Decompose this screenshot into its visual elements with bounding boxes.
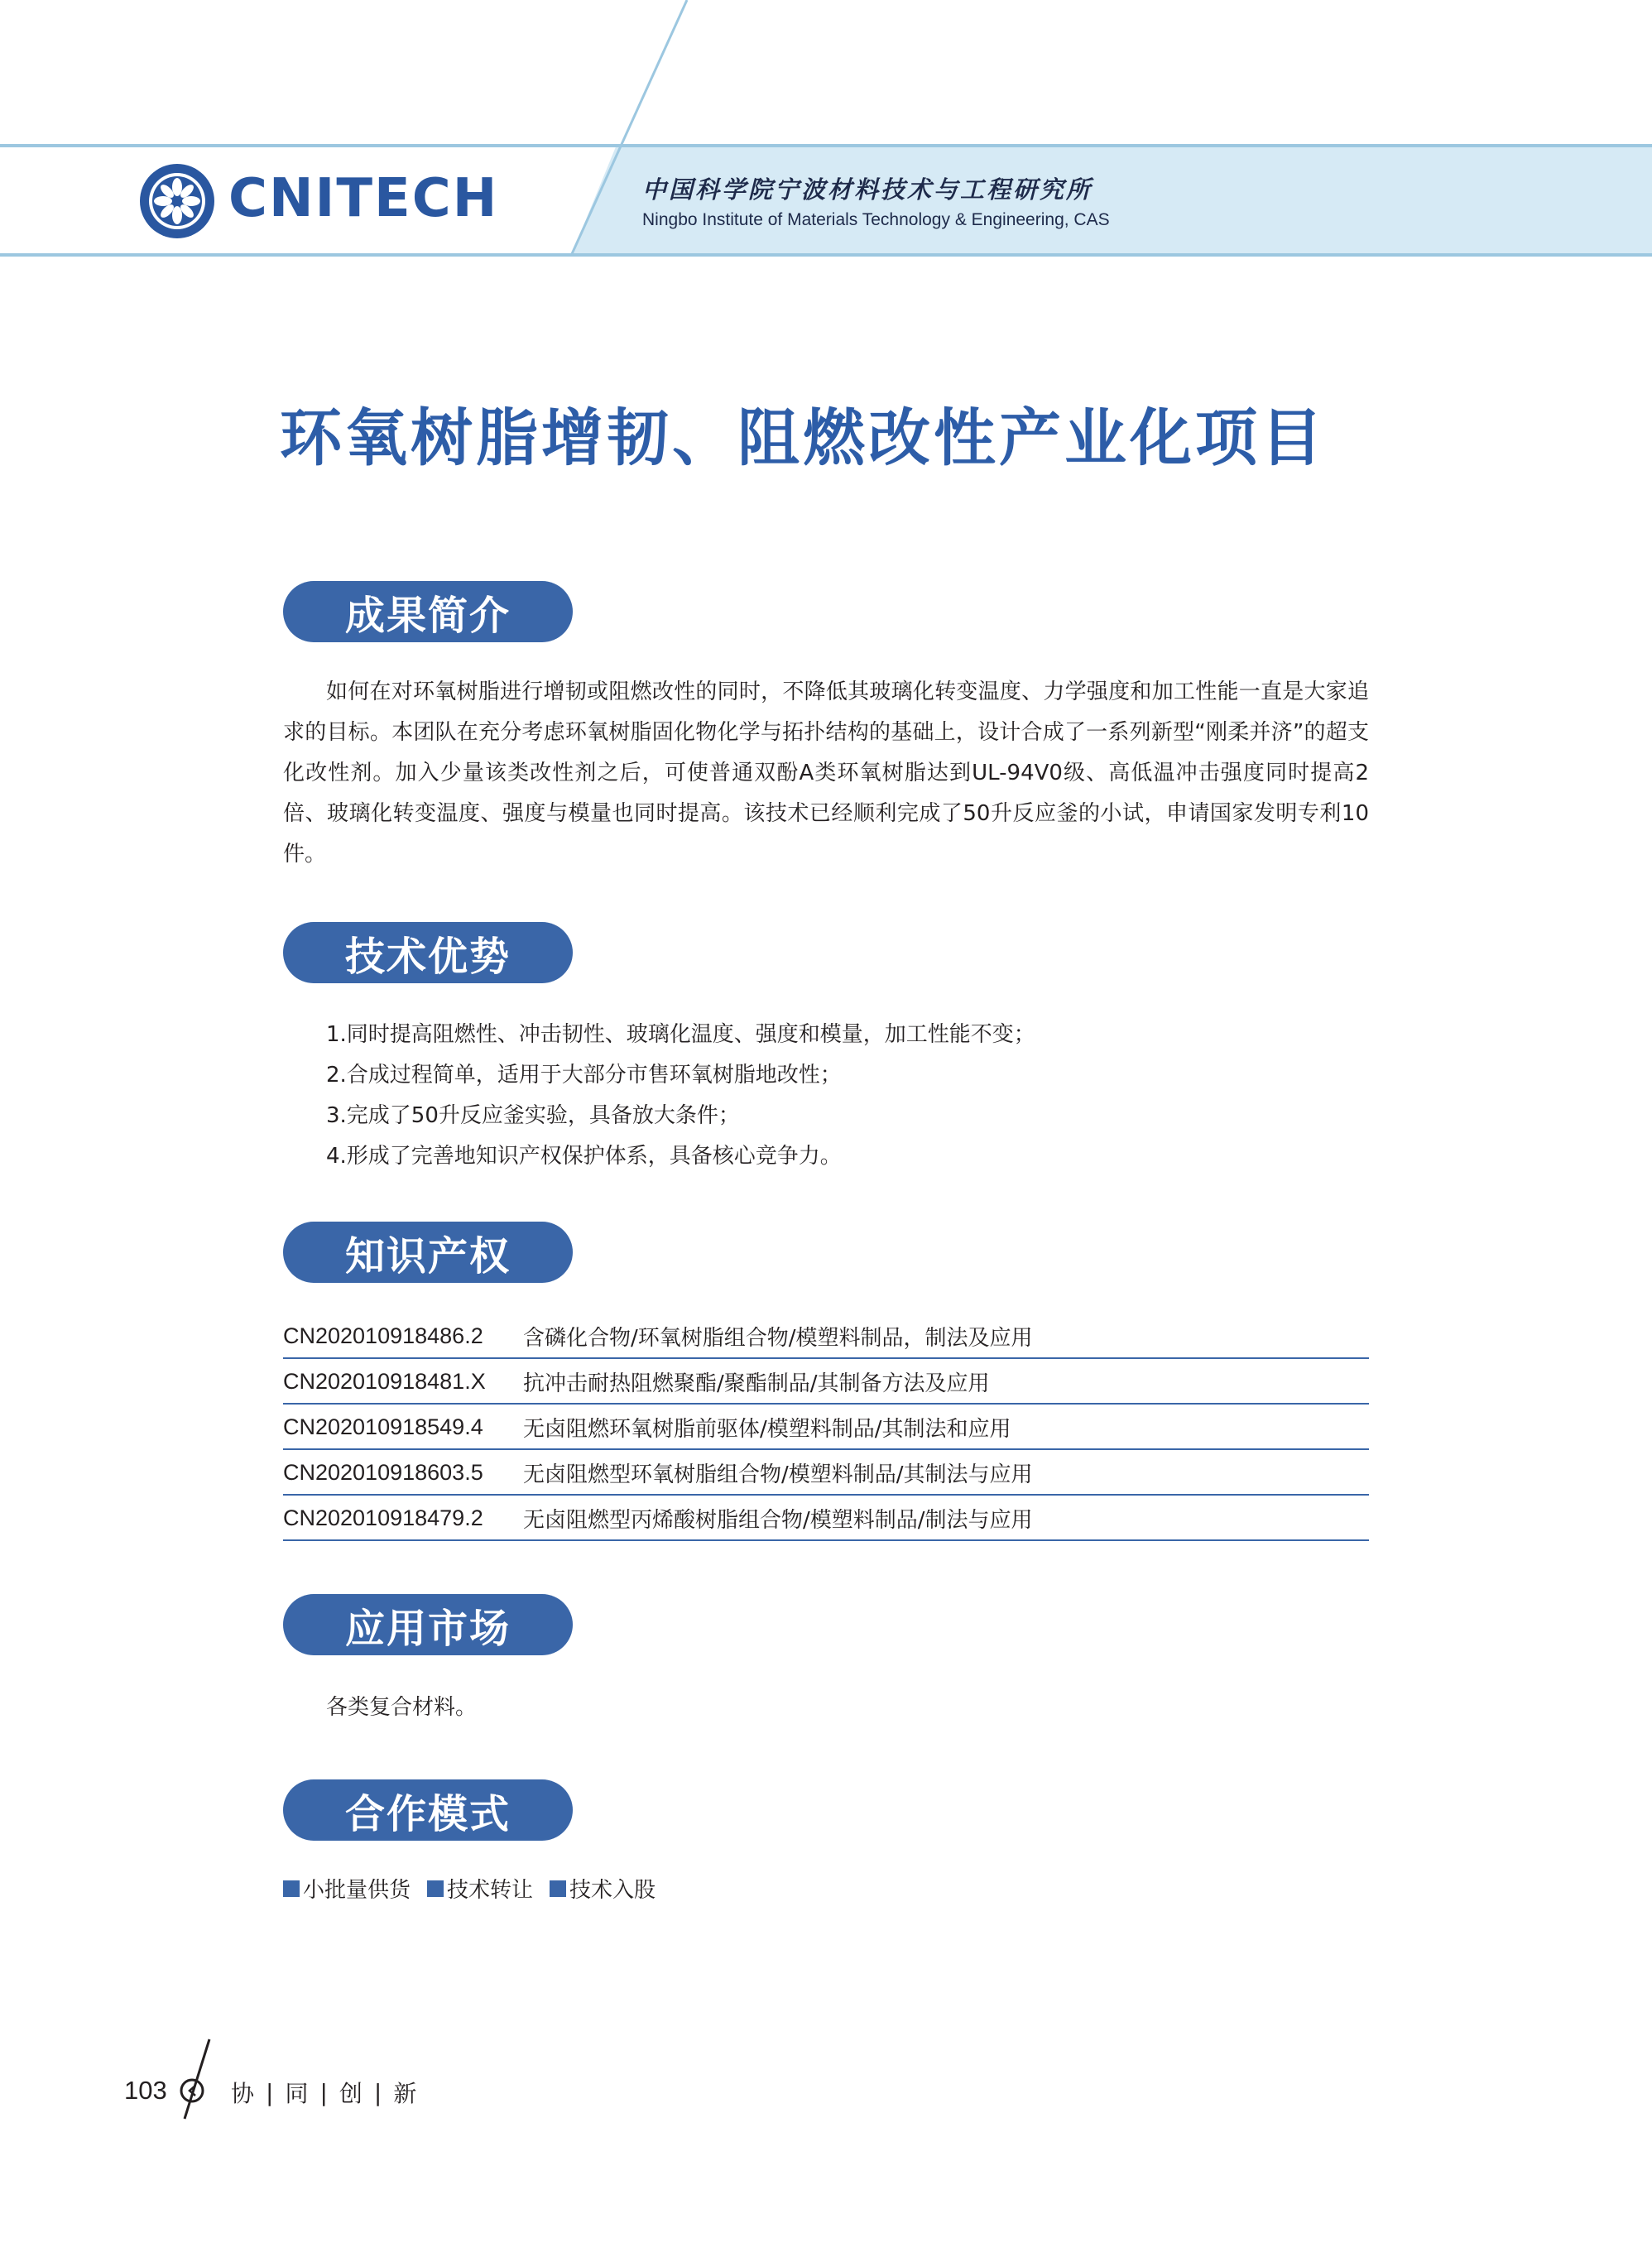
section-heading-ip: 知识产权: [283, 1222, 573, 1283]
cooperation-modes: [283, 1873, 656, 1904]
advantage-item: 3.完成了50升反应釜实验，具备放大条件；: [326, 1103, 740, 1128]
patent-title: 无卤阻燃环氧树脂前驱体/模塑料制品/其制法和应用: [523, 1417, 1011, 1442]
patent-row: [283, 1315, 1369, 1359]
advantage-item: 1.同时提高阻燃性、冲击韧性、玻璃化温度、强度和模量，加工性能不变；: [326, 1022, 1035, 1047]
footer-slogan: [231, 2076, 416, 2109]
slogan-char: 同: [285, 2080, 309, 2107]
slogan-char: 新: [393, 2080, 417, 2107]
patent-title: 含磷化合物/环氧树脂组合物/模塑料制品，制法及应用: [523, 1326, 1033, 1351]
cooperation-mode: [427, 1873, 533, 1904]
cooperation-mode: [550, 1873, 656, 1904]
mode-label: 技术转让: [447, 1878, 534, 1903]
slogan-separator: |: [319, 2078, 328, 2106]
cooperation-mode: [283, 1873, 411, 1904]
logo-text: CNITECH: [228, 168, 499, 229]
patent-row: [283, 1497, 1369, 1541]
square-bullet-icon: [283, 1880, 300, 1897]
slogan-separator: |: [373, 2078, 382, 2106]
patent-number: CN202010918481.X: [283, 1369, 486, 1394]
square-bullet-icon: [427, 1880, 444, 1897]
advantage-item: 2.合成过程简单，适用于大部分市售环氧树脂地改性；: [326, 1063, 842, 1088]
patent-row: [283, 1452, 1369, 1496]
patent-row: [283, 1361, 1369, 1405]
cas-emblem-icon: [138, 162, 216, 240]
slogan-char: 创: [339, 2080, 363, 2107]
patent-row: [283, 1406, 1369, 1450]
patent-table: [283, 1315, 1369, 1543]
institute-name-cn: 中国科学院宁波材料技术与工程研究所: [642, 175, 1093, 204]
advantage-item: 4.形成了完善地知识产权保护体系，具备核心竞争力。: [326, 1144, 842, 1169]
patent-number: CN202010918549.4: [283, 1414, 483, 1439]
page-curl-icon: [170, 2036, 219, 2127]
section-heading-cooperation: 合作模式: [283, 1779, 573, 1841]
patent-number: CN202010918479.2: [283, 1505, 483, 1530]
patent-number: CN202010918486.2: [283, 1323, 483, 1348]
patent-title: 无卤阻燃型环氧树脂组合物/模塑料制品/其制法与应用: [523, 1462, 1033, 1487]
page-number: 103: [124, 2076, 167, 2105]
institute-name-en: Ningbo Institute of Materials Technology & Engineering, CAS: [642, 210, 1110, 229]
patent-title: 抗冲击耐热阻燃聚酯/聚酯制品/其制备方法及应用: [523, 1371, 990, 1396]
summary-paragraph: 如何在对环氧树脂进行增韧或阻燃改性的同时，不降低其玻璃化转变温度、力学强度和加工性能一直是大家追求的目标。本团队在充分考虑环氧树脂固化物化学与拓扑结构的基础上，设计合成了一系列新型“刚柔并济”的超支化改性剂。加入少量该类改性剂之后，可使普通双酚A类环氧树脂达到UL-94V0级、高低温冲击强度同时提高2倍、玻璃化转变温度、强度与模量也同时提高。该技术已经顺利完成了50升反应釜的小试，申请国家发明专利10件。: [283, 680, 1369, 867]
patent-number: CN202010918603.5: [283, 1460, 483, 1485]
market-text: 各类复合材料。: [326, 1695, 478, 1720]
mode-label: 小批量供货: [303, 1878, 411, 1903]
mode-label: 技术入股: [569, 1878, 656, 1903]
slogan-char: 协: [231, 2080, 255, 2107]
square-bullet-icon: [550, 1880, 566, 1897]
page-title: 环氧树脂增韧、阻燃改性产业化项目: [280, 401, 1327, 474]
slogan-separator: |: [266, 2078, 274, 2106]
section-heading-advantages: 技术优势: [283, 922, 573, 983]
section-heading-summary: 成果简介: [283, 581, 573, 642]
patent-title: 无卤阻燃型丙烯酸树脂组合物/模塑料制品/制法与应用: [523, 1508, 1033, 1533]
section-heading-market: 应用市场: [283, 1594, 573, 1655]
